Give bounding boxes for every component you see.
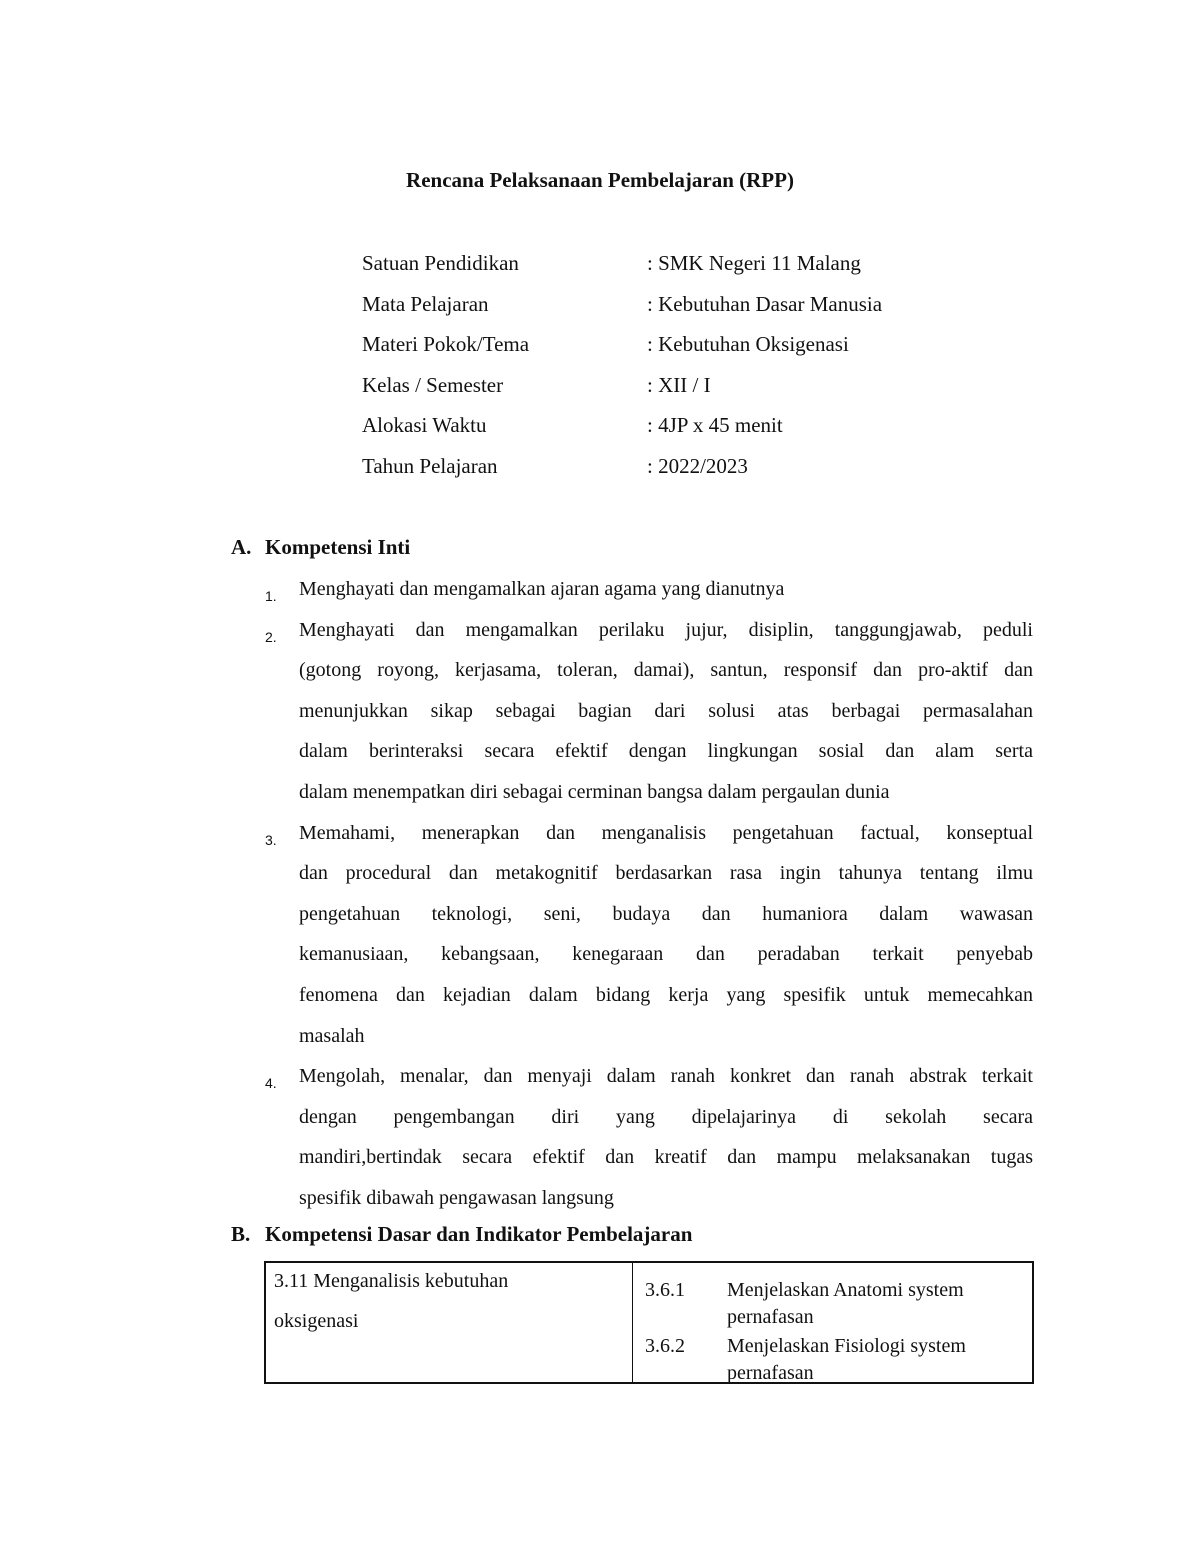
identity-value: : 4JP x 45 menit (647, 413, 783, 438)
identity-row (362, 330, 882, 371)
document-title: Rencana Pelaksanaan Pembelajaran (RPP) (406, 168, 794, 192)
list-item (265, 1062, 1033, 1224)
section-a-heading (231, 535, 410, 560)
kd-line: oksigenasi (274, 1310, 359, 1332)
indicator-item (645, 1277, 1020, 1331)
indicator-line: pernafasan (727, 1306, 814, 1328)
list-item (265, 616, 1033, 819)
list-line: dan procedural dan metakognitif berdasarkan rasa ingin tahunya tentang ilmu (299, 862, 1033, 885)
identity-row (362, 249, 882, 290)
list-line: mandiri,bertindak secara efektif dan kreatif dan mampu melaksanakan tugas (299, 1146, 1033, 1169)
identity-value: : 2022/2023 (647, 453, 748, 478)
indicator-text (727, 1333, 966, 1387)
section-title: Kompetensi Inti (265, 535, 411, 559)
identity-row (362, 411, 882, 452)
list-line: kemanusiaan, kebangsaan, kenegaraan dan peradaban terkait penyebab (299, 943, 1033, 966)
list-line: Menghayati dan mengamalkan perilaku jujur, disiplin, tanggungjawab, peduli (299, 618, 1033, 641)
section-letter: A. (231, 535, 252, 559)
list-item (265, 819, 1033, 1063)
identity-value: : XII / I (647, 372, 711, 397)
indicator-line: Menjelaskan Fisiologi system (727, 1335, 966, 1357)
list-line: fenomena dan kejadian dalam bidang kerja yang spesifik untuk memecahkan (299, 983, 1033, 1006)
list-item (265, 575, 1033, 616)
indicator-item (645, 1333, 1020, 1387)
section-title: Kompetensi Dasar dan Indikator Pembelajaran (265, 1222, 693, 1246)
list-number: 4. (265, 1075, 277, 1092)
identity-row (362, 371, 882, 412)
indicator-line: Menjelaskan Anatomi system (727, 1279, 964, 1301)
section-b-heading (231, 1222, 692, 1247)
list-number: 3. (265, 831, 277, 848)
indicator-code: 3.6.1 (645, 1279, 685, 1301)
identity-value: : Kebutuhan Oksigenasi (647, 332, 849, 357)
identity-label: Alokasi Waktu (362, 413, 487, 438)
identity-value: : Kebutuhan Dasar Manusia (647, 291, 883, 316)
kd-line: 3.11 Menganalisis kebutuhan (274, 1270, 509, 1292)
indicator-line: pernafasan (727, 1362, 814, 1384)
indicator-code: 3.6.2 (645, 1335, 685, 1357)
identity-row (362, 290, 882, 331)
list-line: Mengolah, menalar, dan menyaji dalam ranah konkret dan ranah abstrak terkait (299, 1065, 1033, 1088)
identity-label: Satuan Pendidikan (362, 251, 519, 275)
section-letter: B. (231, 1222, 251, 1246)
identity-row (362, 452, 882, 493)
list-number: 2. (265, 628, 277, 645)
kompetensi-inti-list (265, 575, 1033, 1225)
identity-block (362, 249, 882, 493)
list-line: dengan pengembangan diri yang dipelajarinya di sekolah secara (299, 1105, 1033, 1128)
identity-label: Tahun Pelajaran (362, 453, 498, 478)
list-line: dalam menempatkan diri sebagai cerminan bangsa dalam pergaulan dunia (299, 780, 890, 803)
identity-label: Kelas / Semester (362, 372, 504, 397)
identity-label: Mata Pelajaran (362, 291, 489, 316)
list-line: pengetahuan teknologi, seni, budaya dan humaniora dalam wawasan (299, 902, 1033, 925)
identity-value: : SMK Negeri 11 Malang (647, 251, 861, 275)
kd-cell (266, 1263, 633, 1382)
identity-label: Materi Pokok/Tema (362, 332, 530, 357)
list-number: 1. (265, 588, 277, 604)
indicator-text (727, 1277, 964, 1331)
list-line: spesifik dibawah pengawasan langsung (299, 1186, 614, 1209)
list-line: menunjukkan sikap sebagai bagian dari solusi atas berbagai permasalahan (299, 699, 1033, 722)
indicator-cell (633, 1263, 1032, 1396)
list-line: dalam berinteraksi secara efektif dengan lingkungan sosial dan alam serta (299, 740, 1033, 763)
list-line: masalah (299, 1024, 365, 1047)
list-line: Menghayati dan mengamalkan ajaran agama yang dianutnya (299, 578, 785, 600)
list-line: (gotong royong, kerjasama, toleran, damai), santun, responsif dan pro-aktif dan (299, 659, 1033, 682)
list-line: Memahami, menerapkan dan menganalisis pengetahuan factual, konseptual (299, 821, 1033, 844)
kompetensi-dasar-table (264, 1261, 1034, 1384)
